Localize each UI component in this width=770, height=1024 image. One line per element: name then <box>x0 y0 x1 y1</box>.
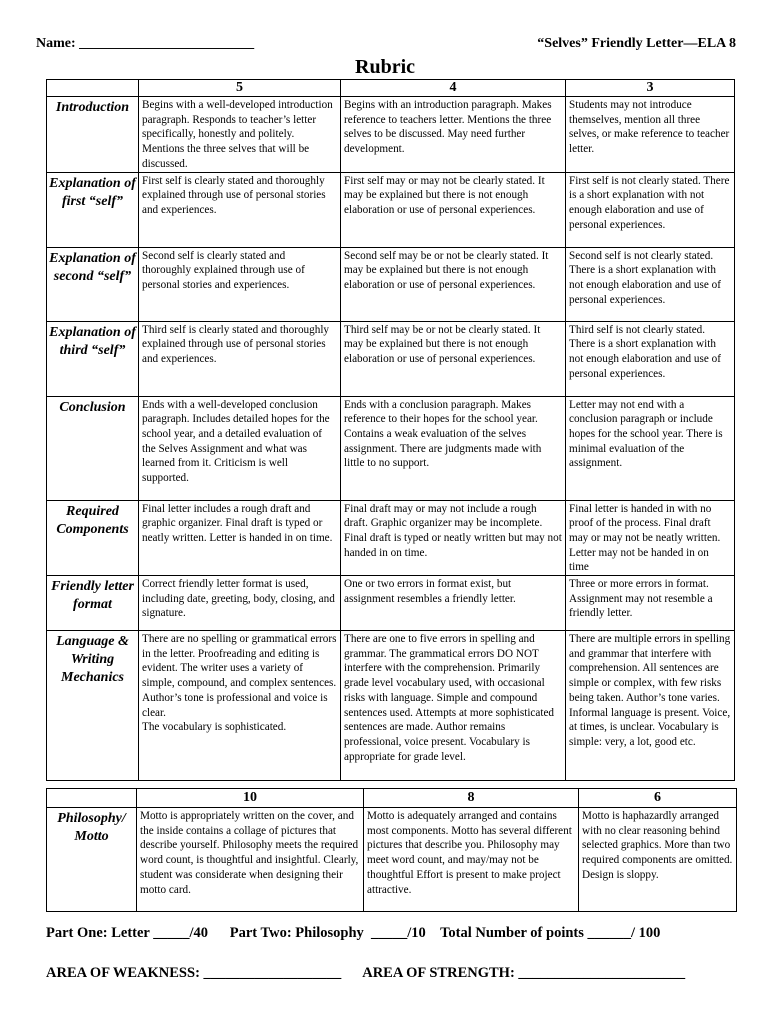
rubric-cell: Motto is appropriately written on the cover, and the inside contains a collage of pictures that describe yourself. Philosophy meets the required word count, is thoughtful and insightful. Clearly, student was considerate when designing their motto card. <box>137 808 364 912</box>
rubric-table-philosophy <box>46 788 737 912</box>
score-header: 10 <box>137 789 364 808</box>
rubric-cell: First self is not clearly stated. There is a short explanation with not enough elaboration and use of personal experiences. <box>566 172 735 247</box>
rubric-cell: First self may or may not be clearly stated. It may be explained but there is not enough elaboration or use of personal experiences. <box>341 172 566 247</box>
rubric-cell: Three or more errors in format. Assignment may not resemble a friendly letter. <box>566 576 735 631</box>
rubric-cell: One or two errors in format exist, but assignment resembles a friendly letter. <box>341 576 566 631</box>
rubric-title: Rubric <box>355 56 415 78</box>
rubric-row-third-self <box>47 321 735 396</box>
part-one-score: Part One: Letter _____/40 <box>46 925 209 941</box>
score-header: 8 <box>364 789 579 808</box>
rubric-cell: Second self is clearly stated and thoroughly explained through use of personal stories and experiences. <box>139 247 341 321</box>
score-header: 6 <box>579 789 737 808</box>
criterion-header-blank <box>47 80 139 97</box>
rubric-row-second-self <box>47 247 735 321</box>
page-header <box>36 36 736 56</box>
criterion-label: Language & Writing Mechanics <box>47 631 139 781</box>
rubric-row-required-components <box>47 500 735 576</box>
rubric-cell: There are no spelling or grammatical errors in the letter. Proofreading and editing is evident. The writer uses a variety of simple, compound, and complex sentences. Author’s tone is professional and voice is clear. The vocabulary is sophisticated. <box>139 631 341 781</box>
area-of-weakness: AREA OF WEAKNESS: ___________________ <box>46 965 342 981</box>
rubric-cell: Letter may not end with a conclusion paragraph or include hopes for the school year. There is minimal evaluation of the assignment. <box>566 396 735 500</box>
rubric-cell: Ends with a well-developed conclusion paragraph. Includes detailed hopes for the school year, and a detailed evaluation of the Selves Assignment and what was learned from it. Criticism is well supported. <box>139 396 341 500</box>
score-header-row <box>47 789 737 808</box>
rubric-row-first-self <box>47 172 735 247</box>
rubric-cell: Final letter includes a rough draft and graphic organizer. Final draft is typed or neatly written. Letter is handed in on time. <box>139 500 341 576</box>
rubric-cell: Second self is not clearly stated. There is a short explanation with not enough elaboration and use of personal experiences. <box>566 247 735 321</box>
rubric-cell: Final letter is handed in with no proof of the process. Final draft may or may not be neatly written. Letter may not be handed in on time <box>566 500 735 576</box>
rubric-cell: Begins with an introduction paragraph. Makes reference to teachers letter. Mentions the three selves to be discussed. May need further development. <box>341 97 566 173</box>
rubric-cell: Begins with a well-developed introduction paragraph. Responds to teacher’s letter specifically, honestly and politely. Mentions the three selves that will be discussed. <box>139 97 341 173</box>
rubric-row-philosophy-motto <box>47 808 737 912</box>
rubric-cell: Correct friendly letter format is used, including date, greeting, body, closing, and signature. <box>139 576 341 631</box>
rubric-cell: Motto is adequately arranged and contains most components. Motto has several different pictures that describe you. Philosophy may meet word count, and may/may not be thoughtful Effort is present to make project attractive. <box>364 808 579 912</box>
score-header-row <box>47 80 735 97</box>
score-header: 4 <box>341 80 566 97</box>
rubric-cell: Second self may be or not be clearly stated. It may be explained but there is not enough elaboration or use of personal experiences. <box>341 247 566 321</box>
criterion-label: Explanation of first “self” <box>47 172 139 247</box>
rubric-table-letter <box>46 79 735 781</box>
score-header: 5 <box>139 80 341 97</box>
area-of-strength: AREA OF STRENGTH: _______________________ <box>362 965 686 981</box>
rubric-row-language-mechanics <box>47 631 735 781</box>
criterion-label: Philosophy/ Motto <box>47 808 137 912</box>
score-summary-line <box>46 925 660 942</box>
part-two-score: Part Two: Philosophy _____/10 <box>229 925 426 941</box>
feedback-line <box>46 965 685 982</box>
assignment-title: “Selves” Friendly Letter—ELA 8 <box>537 36 736 51</box>
criterion-label: Explanation of third “self” <box>47 321 139 396</box>
rubric-cell: Motto is haphazardly arranged with no clear reasoning behind selected graphics. More than two required components are omitted. Design is sloppy. <box>579 808 737 912</box>
rubric-row-letter-format <box>47 576 735 631</box>
name-field-label: Name: _________________________ <box>36 36 255 51</box>
rubric-cell: Third self may be or not be clearly stated. It may be explained but there is not enough elaboration or use of personal experiences. <box>341 321 566 396</box>
criterion-label: Explanation of second “self” <box>47 247 139 321</box>
rubric-row-introduction <box>47 97 735 173</box>
total-score: Total Number of points ______/ 100 <box>440 925 661 941</box>
rubric-cell: First self is clearly stated and thoroughly explained through use of personal stories and experiences. <box>139 172 341 247</box>
criterion-label: Conclusion <box>47 396 139 500</box>
rubric-cell: Third self is clearly stated and thoroughly explained through use of personal stories and experiences. <box>139 321 341 396</box>
rubric-row-conclusion <box>47 396 735 500</box>
rubric-cell: Ends with a conclusion paragraph. Makes reference to their hopes for the school year. Contains a weak evaluation of the selves assignment. There are judgments made with little to no support. <box>341 396 566 500</box>
rubric-cell: Final draft may or may not include a rough draft. Graphic organizer may be incomplete. Final draft is typed or neatly written but may not handed in on time. <box>341 500 566 576</box>
criterion-header-blank <box>47 789 137 808</box>
rubric-cell: Third self is not clearly stated. There is a short explanation with not enough elaboration and use of personal experiences. <box>566 321 735 396</box>
criterion-label: Introduction <box>47 97 139 173</box>
score-header: 3 <box>566 80 735 97</box>
rubric-cell: Students may not introduce themselves, mention all three selves, or make reference to teacher letter. <box>566 97 735 173</box>
criterion-label: Friendly letter format <box>47 576 139 631</box>
criterion-label: Required Components <box>47 500 139 576</box>
rubric-cell: There are multiple errors in spelling and grammar that interfere with comprehension. All sentences are simple or complex, with few risks being taken. Author’s tone varies. Informal language is present. Voice, at times, is unclear. Vocabulary is simple: very, a lot, good etc. <box>566 631 735 781</box>
rubric-cell: There are one to five errors in spelling and grammar. The grammatical errors DO NOT interfere with the comprehension. Primarily grade level vocabulary used, with occasional risks with language. Simple and compound sentences used. Attempts at more sophisticated sentences are made. Author remains professional, voice present. Vocabulary is appropriate for grade level. <box>341 631 566 781</box>
